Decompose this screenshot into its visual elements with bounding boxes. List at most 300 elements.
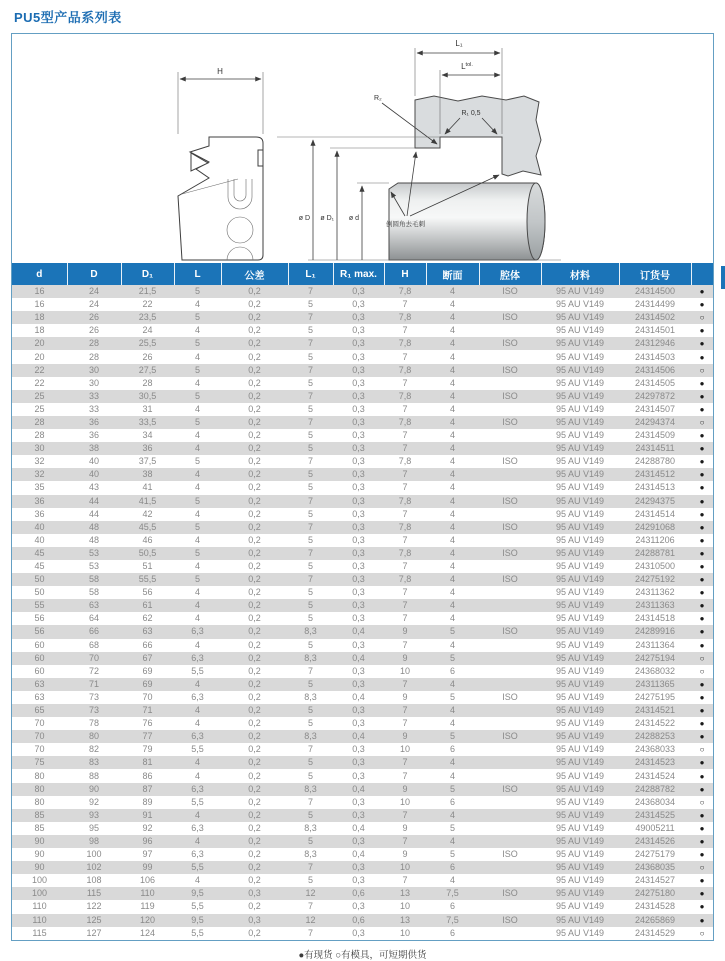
cell-material: 95 AU V149 bbox=[541, 547, 619, 560]
cell-L1: 7 bbox=[307, 901, 313, 912]
cell-D: 58 bbox=[88, 587, 99, 598]
cell-H: 7,8 bbox=[384, 547, 426, 560]
cell-tol: 0,2 bbox=[221, 468, 288, 481]
cell-order-no: 24314526 bbox=[619, 835, 691, 848]
table-row bbox=[12, 822, 713, 835]
cell-H: 7 bbox=[384, 756, 426, 769]
table-row bbox=[12, 285, 713, 298]
page-title: PU5型产品系列表 bbox=[14, 10, 122, 25]
cell-L1: 5 bbox=[307, 430, 313, 441]
cell-cavity: ISO bbox=[479, 521, 541, 534]
cell-D: 44 bbox=[67, 495, 121, 508]
cell-material: 95 AU V149 bbox=[555, 822, 605, 833]
cell-R1max: 0,3 bbox=[333, 285, 384, 298]
table-row bbox=[12, 298, 713, 311]
table-row bbox=[12, 639, 713, 652]
catalog-frame bbox=[11, 33, 714, 941]
cell-cavity bbox=[479, 822, 541, 835]
cell-tol: 0,2 bbox=[248, 456, 261, 467]
cell-H: 7 bbox=[384, 442, 426, 455]
cell-tol: 0,2 bbox=[248, 587, 261, 598]
cell-H: 7 bbox=[402, 430, 408, 441]
cell-L1: 5 bbox=[307, 508, 313, 519]
cell-material: 95 AU V149 bbox=[541, 809, 619, 822]
cell-cavity bbox=[479, 324, 541, 337]
cell-L1: 5 bbox=[307, 639, 313, 650]
cell-material: 95 AU V149 bbox=[555, 325, 605, 336]
cell-tol: 0,2 bbox=[248, 822, 261, 833]
cell-D1: 66 bbox=[142, 639, 153, 650]
cell-section: 5 bbox=[449, 691, 455, 702]
cell-L: 4 bbox=[194, 508, 200, 519]
cell-tol: 0,2 bbox=[221, 416, 288, 429]
cell-D1: 92 bbox=[142, 822, 153, 833]
availability-filled-icon: ● bbox=[699, 823, 705, 833]
availability-open-icon: ○ bbox=[691, 652, 713, 665]
cell-D: 64 bbox=[88, 613, 99, 624]
cell-H: 7,8 bbox=[384, 311, 426, 324]
cell-d: 110 bbox=[32, 901, 47, 912]
cell-D: 26 bbox=[88, 325, 99, 336]
cell-L1: 5 bbox=[307, 534, 313, 545]
cell-R1max: 0,3 bbox=[352, 351, 365, 362]
cell-D1: 33,5 bbox=[121, 416, 174, 429]
cell-L1: 7 bbox=[307, 744, 313, 755]
cell-material: 95 AU V149 bbox=[541, 337, 619, 350]
cell-R1max: 0,3 bbox=[352, 875, 365, 886]
cell-D1: 62 bbox=[142, 613, 153, 624]
cell-section: 6 bbox=[449, 927, 455, 938]
cell-H: 7,8 bbox=[384, 364, 426, 377]
availability-filled-icon: ● bbox=[691, 442, 713, 455]
cell-material: 95 AU V149 bbox=[541, 311, 619, 324]
cell-section: 4 bbox=[426, 337, 479, 350]
table-row bbox=[12, 612, 713, 625]
cell-order-no: 24311364 bbox=[635, 639, 675, 650]
cell-section: 4 bbox=[426, 547, 479, 560]
cell-section: 4 bbox=[426, 599, 479, 612]
cell-D: 30 bbox=[88, 377, 99, 388]
cell-D: 93 bbox=[67, 809, 121, 822]
table-row bbox=[12, 809, 713, 822]
cell-H: 7 bbox=[402, 403, 408, 414]
cell-L1: 5 bbox=[288, 442, 333, 455]
cell-order-no: 24294375 bbox=[619, 495, 691, 508]
cell-material: 95 AU V149 bbox=[541, 704, 619, 717]
cell-D1: 69 bbox=[142, 665, 153, 676]
cell-material: 95 AU V149 bbox=[555, 770, 605, 781]
cell-section: 5 bbox=[426, 625, 479, 638]
dim-H bbox=[178, 67, 263, 134]
cell-section: 4 bbox=[426, 835, 479, 848]
cell-D: 43 bbox=[88, 482, 99, 493]
cell-L: 6,3 bbox=[191, 849, 204, 860]
cell-order-no: 24310500 bbox=[634, 561, 676, 572]
table-row bbox=[12, 311, 713, 324]
cell-D1: 30,5 bbox=[121, 390, 174, 403]
cell-cavity: ISO bbox=[479, 337, 541, 350]
cell-H: 7 bbox=[384, 468, 426, 481]
cell-d: 45 bbox=[34, 561, 45, 572]
cell-material: 95 AU V149 bbox=[541, 652, 619, 665]
table-row bbox=[12, 390, 713, 403]
cell-L1: 7 bbox=[288, 521, 333, 534]
cell-L: 5,5 bbox=[174, 861, 221, 874]
cell-L1: 5 bbox=[288, 756, 333, 769]
cell-L: 5 bbox=[174, 285, 221, 298]
cell-order-no: 24314521 bbox=[619, 704, 691, 717]
cell-d: 32 bbox=[12, 468, 67, 481]
cell-material: 95 AU V149 bbox=[541, 442, 619, 455]
cell-d: 22 bbox=[12, 364, 67, 377]
availability-filled-icon: ● bbox=[699, 719, 705, 729]
cell-material: 95 AU V149 bbox=[555, 377, 605, 388]
cell-tol: 0,2 bbox=[221, 495, 288, 508]
cell-D: 30 bbox=[67, 364, 121, 377]
cell-tol: 0,2 bbox=[221, 783, 288, 796]
cell-D: 95 bbox=[88, 822, 99, 833]
cell-material: 95 AU V149 bbox=[541, 573, 619, 586]
cell-cavity bbox=[479, 599, 541, 612]
availability-filled-icon: ● bbox=[691, 887, 713, 900]
cell-cavity: ISO bbox=[479, 914, 541, 927]
cell-order-no: 24314512 bbox=[619, 468, 691, 481]
cell-L1: 12 bbox=[288, 887, 333, 900]
cell-R1max: 0,3 bbox=[333, 573, 384, 586]
cell-tol: 0,2 bbox=[248, 561, 261, 572]
cell-order-no: 24368032 bbox=[634, 665, 676, 676]
cell-D: 38 bbox=[67, 442, 121, 455]
cell-tol: 0,2 bbox=[248, 927, 261, 938]
cell-H: 7,8 bbox=[384, 337, 426, 350]
cell-L1: 7 bbox=[288, 311, 333, 324]
cell-order-no: 24311363 bbox=[619, 599, 691, 612]
cell-D: 28 bbox=[67, 337, 121, 350]
cell-L: 6,3 bbox=[174, 625, 221, 638]
availability-filled-icon: ● bbox=[691, 625, 713, 638]
dim-od-label: ø D bbox=[298, 215, 310, 222]
cell-H: 9 bbox=[384, 730, 426, 743]
cell-L1: 5 bbox=[307, 613, 313, 624]
cell-R1max: 0,3 bbox=[352, 534, 365, 545]
table-row bbox=[12, 914, 713, 927]
cell-tol: 0,2 bbox=[221, 599, 288, 612]
cell-R1max: 0,3 bbox=[352, 482, 365, 493]
header-material: 材料 bbox=[541, 263, 619, 285]
cell-section: 4 bbox=[449, 482, 455, 493]
cell-H: 9 bbox=[384, 652, 426, 665]
availability-filled-icon: ● bbox=[699, 431, 705, 441]
cell-section: 4 bbox=[449, 456, 455, 467]
cell-section: 4 bbox=[449, 875, 455, 886]
availability-open-icon: ○ bbox=[699, 797, 705, 807]
cell-L: 4 bbox=[194, 299, 200, 310]
cell-tol: 0,2 bbox=[221, 311, 288, 324]
cell-d: 55 bbox=[12, 599, 67, 612]
cell-L1: 7 bbox=[307, 927, 313, 938]
cell-D1: 27,5 bbox=[121, 364, 174, 377]
cell-material: 95 AU V149 bbox=[541, 416, 619, 429]
cell-D1: 34 bbox=[142, 430, 153, 441]
cell-D1: 77 bbox=[121, 730, 174, 743]
header-cavity: 腔体 bbox=[479, 263, 541, 285]
cell-R1max: 0,4 bbox=[333, 625, 384, 638]
table-row bbox=[12, 717, 713, 730]
dim-r1-label: R₁ 0,5 bbox=[461, 110, 481, 117]
cell-D1: 81 bbox=[121, 756, 174, 769]
cell-tol: 0,2 bbox=[248, 770, 261, 781]
cell-H: 9 bbox=[402, 822, 408, 833]
cell-D: 122 bbox=[86, 901, 102, 912]
cell-order-no: 24314525 bbox=[619, 809, 691, 822]
availability-filled-icon: ● bbox=[699, 378, 705, 388]
cell-D1: 55,5 bbox=[121, 573, 174, 586]
cell-tol: 0,2 bbox=[221, 835, 288, 848]
cell-tol: 0,3 bbox=[221, 914, 288, 927]
cell-order-no: 24314511 bbox=[619, 442, 691, 455]
cell-d: 70 bbox=[34, 718, 45, 729]
cell-section: 4 bbox=[449, 430, 455, 441]
cell-d: 115 bbox=[32, 927, 47, 938]
cell-d: 25 bbox=[12, 390, 67, 403]
cell-L: 5,5 bbox=[191, 665, 204, 676]
availability-filled-icon: ● bbox=[691, 704, 713, 717]
cell-material: 95 AU V149 bbox=[541, 678, 619, 691]
table-row bbox=[12, 835, 713, 848]
cell-section: 6 bbox=[449, 901, 455, 912]
cell-L: 4 bbox=[194, 587, 200, 598]
cell-D1: 89 bbox=[142, 796, 153, 807]
cell-L1: 7 bbox=[307, 456, 313, 467]
cell-R1max: 0,3 bbox=[333, 311, 384, 324]
cell-material: 95 AU V149 bbox=[555, 613, 605, 624]
cell-R1max: 0,3 bbox=[333, 756, 384, 769]
availability-filled-icon: ● bbox=[691, 547, 713, 560]
cell-D1: 124 bbox=[139, 927, 156, 938]
table-row bbox=[12, 756, 713, 769]
cell-d: 40 bbox=[12, 521, 67, 534]
cell-D1: 70 bbox=[142, 691, 153, 702]
cell-H: 9 bbox=[384, 625, 426, 638]
availability-filled-icon: ● bbox=[699, 562, 705, 572]
cell-section: 4 bbox=[426, 416, 479, 429]
cell-H: 7 bbox=[402, 325, 408, 336]
availability-filled-icon: ● bbox=[699, 771, 705, 781]
cell-d: 60 bbox=[12, 652, 67, 665]
cell-L1: 7 bbox=[288, 390, 333, 403]
cell-H: 9 bbox=[402, 849, 408, 860]
cell-D1: 97 bbox=[142, 849, 153, 860]
availability-open-icon: ○ bbox=[691, 416, 713, 429]
cell-H: 13 bbox=[384, 914, 426, 927]
cell-section: 4 bbox=[449, 639, 455, 650]
cell-H: 7 bbox=[402, 482, 408, 493]
cell-R1max: 0,3 bbox=[333, 835, 384, 848]
availability-filled-icon: ● bbox=[691, 285, 713, 298]
cell-cavity bbox=[479, 743, 541, 756]
cell-section: 4 bbox=[426, 495, 479, 508]
cell-d: 40 bbox=[34, 534, 45, 545]
availability-open-icon: ○ bbox=[699, 666, 705, 676]
cell-D: 24 bbox=[88, 299, 99, 310]
table-row bbox=[12, 442, 713, 455]
cell-tol: 0,2 bbox=[248, 351, 261, 362]
cell-R1max: 0,3 bbox=[333, 599, 384, 612]
cell-order-no: 24314503 bbox=[634, 351, 676, 362]
availability-filled-icon: ● bbox=[699, 588, 705, 598]
cell-tol: 0,2 bbox=[221, 521, 288, 534]
cell-H: 7 bbox=[402, 587, 408, 598]
cell-tol: 0,2 bbox=[221, 809, 288, 822]
cell-H: 7 bbox=[402, 561, 408, 572]
cell-section: 6 bbox=[449, 665, 455, 676]
table-row bbox=[12, 652, 713, 665]
cell-d: 60 bbox=[34, 665, 45, 676]
cell-R1max: 0,3 bbox=[352, 561, 365, 572]
cell-section: 4 bbox=[426, 390, 479, 403]
table-row bbox=[12, 927, 713, 940]
cell-D1: 76 bbox=[142, 718, 153, 729]
cell-material: 95 AU V149 bbox=[555, 561, 605, 572]
cell-material: 95 AU V149 bbox=[541, 468, 619, 481]
dim-od-small-label: ø d bbox=[348, 215, 359, 222]
cell-R1max: 0,3 bbox=[352, 430, 365, 441]
availability-filled-icon: ● bbox=[691, 521, 713, 534]
cell-d: 18 bbox=[12, 311, 67, 324]
dim-r2-label: R₂ bbox=[374, 95, 382, 102]
header-L1: L₁ bbox=[288, 263, 333, 285]
cell-D: 36 bbox=[67, 416, 121, 429]
cell-D: 36 bbox=[88, 430, 99, 441]
cell-material: 95 AU V149 bbox=[555, 927, 605, 938]
cell-cavity: ISO bbox=[479, 547, 541, 560]
cell-R1max: 0,3 bbox=[352, 613, 365, 624]
cell-tol: 0,2 bbox=[248, 534, 261, 545]
cell-tol: 0,2 bbox=[221, 730, 288, 743]
table-row bbox=[12, 691, 713, 704]
cell-tol: 0,2 bbox=[221, 573, 288, 586]
cell-L1: 5 bbox=[307, 403, 313, 414]
cell-section: 5 bbox=[449, 822, 455, 833]
cell-order-no: 24288253 bbox=[619, 730, 691, 743]
cell-tol: 0,2 bbox=[221, 652, 288, 665]
cell-order-no: 24368033 bbox=[634, 744, 676, 755]
cell-L1: 5 bbox=[288, 835, 333, 848]
cell-L1: 5 bbox=[307, 299, 313, 310]
cell-L: 6,3 bbox=[191, 822, 204, 833]
cell-material: 95 AU V149 bbox=[555, 665, 605, 676]
cell-L1: 5 bbox=[307, 482, 313, 493]
cell-order-no: 24314529 bbox=[634, 927, 676, 938]
cell-R1max: 0,6 bbox=[333, 887, 384, 900]
cell-D1: 119 bbox=[140, 901, 155, 912]
cell-tol: 0,2 bbox=[248, 325, 261, 336]
cell-R1max: 0,3 bbox=[333, 809, 384, 822]
availability-filled-icon: ● bbox=[699, 509, 705, 519]
cell-L1: 5 bbox=[307, 325, 313, 336]
cell-d: 28 bbox=[34, 430, 45, 441]
cell-R1max: 0,3 bbox=[352, 508, 365, 519]
cell-tol: 0,2 bbox=[248, 299, 261, 310]
cell-order-no: 24288780 bbox=[634, 456, 676, 467]
cell-order-no: 24314522 bbox=[634, 718, 676, 729]
cell-D: 33 bbox=[88, 403, 99, 414]
cell-L: 6,3 bbox=[174, 652, 221, 665]
cell-order-no: 24311206 bbox=[635, 534, 675, 545]
cell-H: 7 bbox=[402, 718, 408, 729]
cell-L: 6,3 bbox=[174, 783, 221, 796]
cell-L1: 7 bbox=[288, 547, 333, 560]
cell-cavity bbox=[479, 612, 541, 625]
cell-cavity bbox=[479, 678, 541, 691]
cell-D: 33 bbox=[67, 390, 121, 403]
cell-L: 9,5 bbox=[174, 914, 221, 927]
availability-filled-icon: ● bbox=[699, 876, 705, 886]
cell-cavity: ISO bbox=[479, 625, 541, 638]
cell-L: 4 bbox=[194, 561, 200, 572]
cell-H: 7 bbox=[384, 678, 426, 691]
seal-profile bbox=[178, 137, 263, 260]
cell-tol: 0,2 bbox=[248, 377, 261, 388]
cell-D: 98 bbox=[67, 835, 121, 848]
cell-order-no: 24312946 bbox=[619, 337, 691, 350]
cell-order-no: 24297872 bbox=[619, 390, 691, 403]
cell-H: 7 bbox=[384, 599, 426, 612]
cell-D1: 28 bbox=[142, 377, 153, 388]
cell-L1: 5 bbox=[307, 561, 313, 572]
cell-R1max: 0,4 bbox=[333, 783, 384, 796]
header-tol: 公差 bbox=[221, 263, 288, 285]
cell-D: 40 bbox=[67, 468, 121, 481]
cell-d: 85 bbox=[34, 822, 45, 833]
cell-section: 4 bbox=[449, 770, 455, 781]
cell-cavity bbox=[479, 639, 541, 652]
availability-open-icon: ○ bbox=[699, 928, 705, 938]
cell-L1: 5 bbox=[288, 809, 333, 822]
cell-D1: 69 bbox=[121, 678, 174, 691]
cell-order-no: 24314524 bbox=[634, 770, 676, 781]
table-row bbox=[12, 665, 713, 678]
cell-R1max: 0,4 bbox=[352, 822, 365, 833]
availability-filled-icon: ● bbox=[699, 300, 705, 310]
cell-D1: 37,5 bbox=[138, 456, 157, 467]
cell-D: 90 bbox=[67, 783, 121, 796]
cell-L: 4 bbox=[194, 770, 200, 781]
header-R1max: R₁ max. bbox=[333, 263, 384, 285]
cell-D1: 50,5 bbox=[121, 547, 174, 560]
cell-L: 4 bbox=[174, 468, 221, 481]
cell-R1max: 0,3 bbox=[333, 704, 384, 717]
cell-R1max: 0,3 bbox=[333, 442, 384, 455]
cell-cavity bbox=[479, 927, 541, 940]
cell-material: 95 AU V149 bbox=[555, 849, 605, 860]
cell-D1: 23,5 bbox=[121, 311, 174, 324]
cell-cavity bbox=[479, 350, 541, 363]
cell-L1: 8,3 bbox=[288, 730, 333, 743]
availability-filled-icon: ● bbox=[691, 730, 713, 743]
cell-d: 56 bbox=[34, 613, 45, 624]
cell-material: 95 AU V149 bbox=[541, 390, 619, 403]
cell-H: 9 bbox=[402, 691, 408, 702]
cell-d: 65 bbox=[12, 704, 67, 717]
availability-open-icon: ○ bbox=[699, 745, 705, 755]
cell-D: 102 bbox=[67, 861, 121, 874]
cell-H: 7 bbox=[384, 835, 426, 848]
cell-cavity bbox=[479, 652, 541, 665]
cell-tol: 0,2 bbox=[248, 849, 261, 860]
cell-D: 115 bbox=[67, 887, 121, 900]
cell-cavity bbox=[479, 481, 541, 494]
